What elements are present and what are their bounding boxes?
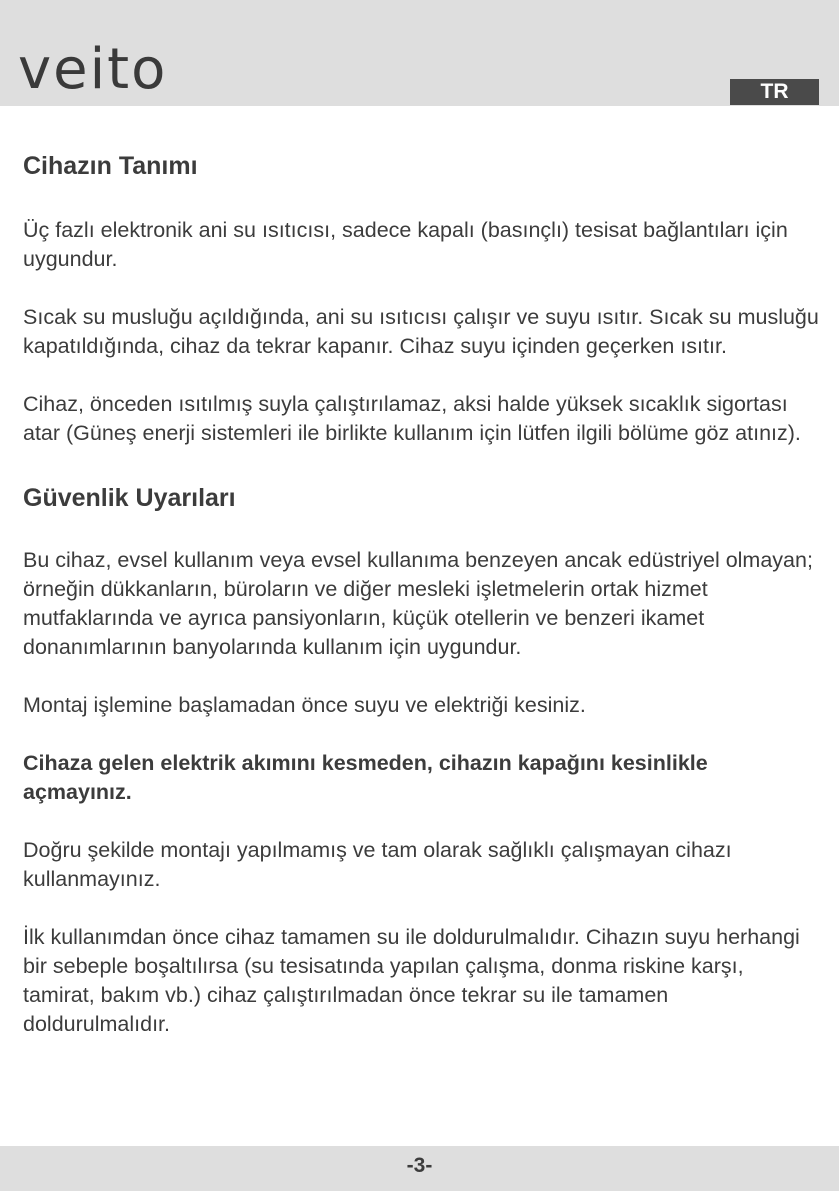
page-content — [23, 150, 819, 1039]
page-number: -3- — [406, 1154, 433, 1177]
paragraph: Cihaz, önceden ısıtılmış suyla çalıştırılamaz, aksi halde yüksek sıcaklık sigortası atar (Güneş enerji sistemleri ile birlikte kullanım için lütfen ilgili bölüme göz atınız). — [23, 392, 801, 445]
page-header — [0, 0, 839, 106]
paragraph: İlk kullanımdan önce cihaz tamamen su ile doldurulmalıdır. Cihazın suyu herhangi bir sebeple boşaltılırsa (su tesisatında yapılan çalışma, donma riskine karşı, tamirat, bakım vb.) cihaz çalıştırılmadan önce tekrar su ile tamamen doldurulmalıdır. — [23, 925, 800, 1036]
paragraph: Üç fazlı elektronik ani su ısıtıcısı, sadece kapalı (basınçlı) tesisat bağlantıları için uygundur. — [23, 218, 788, 271]
language-badge: TR — [730, 79, 819, 105]
page-footer — [0, 1146, 839, 1191]
section-title-safety: Güvenlik Uyarıları — [23, 484, 236, 512]
paragraph: Doğru şekilde montajı yapılmamış ve tam olarak sağlıklı çalışmayan cihazı kullanmayınız. — [23, 838, 732, 891]
brand-logo: veito — [18, 37, 168, 102]
section-title-description: Cihazın Tanımı — [23, 152, 198, 180]
paragraph: Sıcak su musluğu açıldığında, ani su ısıtıcısı çalışır ve suyu ısıtır. Sıcak su musluğu kapatıldığında, cihaz da tekrar kapanır. Cihaz suyu içinden geçerken ısıtır. — [23, 305, 819, 358]
paragraph: Montaj işlemine başlamadan önce suyu ve elektriği kesiniz. — [23, 693, 586, 717]
warning-paragraph: Cihaza gelen elektrik akımını kesmeden, cihazın kapağını kesinlikle açmayınız. — [23, 751, 708, 804]
paragraph: Bu cihaz, evsel kullanım veya evsel kullanıma benzeyen ancak edüstriyel olmayan; örneğin dükkanların, büroların ve diğer mesleki işletmelerin ortak hizmet mutfaklarında ve ayrıca pansiyonların, küçük otellerin ve benzeri ikamet donanımlarının banyolarında kullanım için uygundur. — [23, 548, 813, 659]
